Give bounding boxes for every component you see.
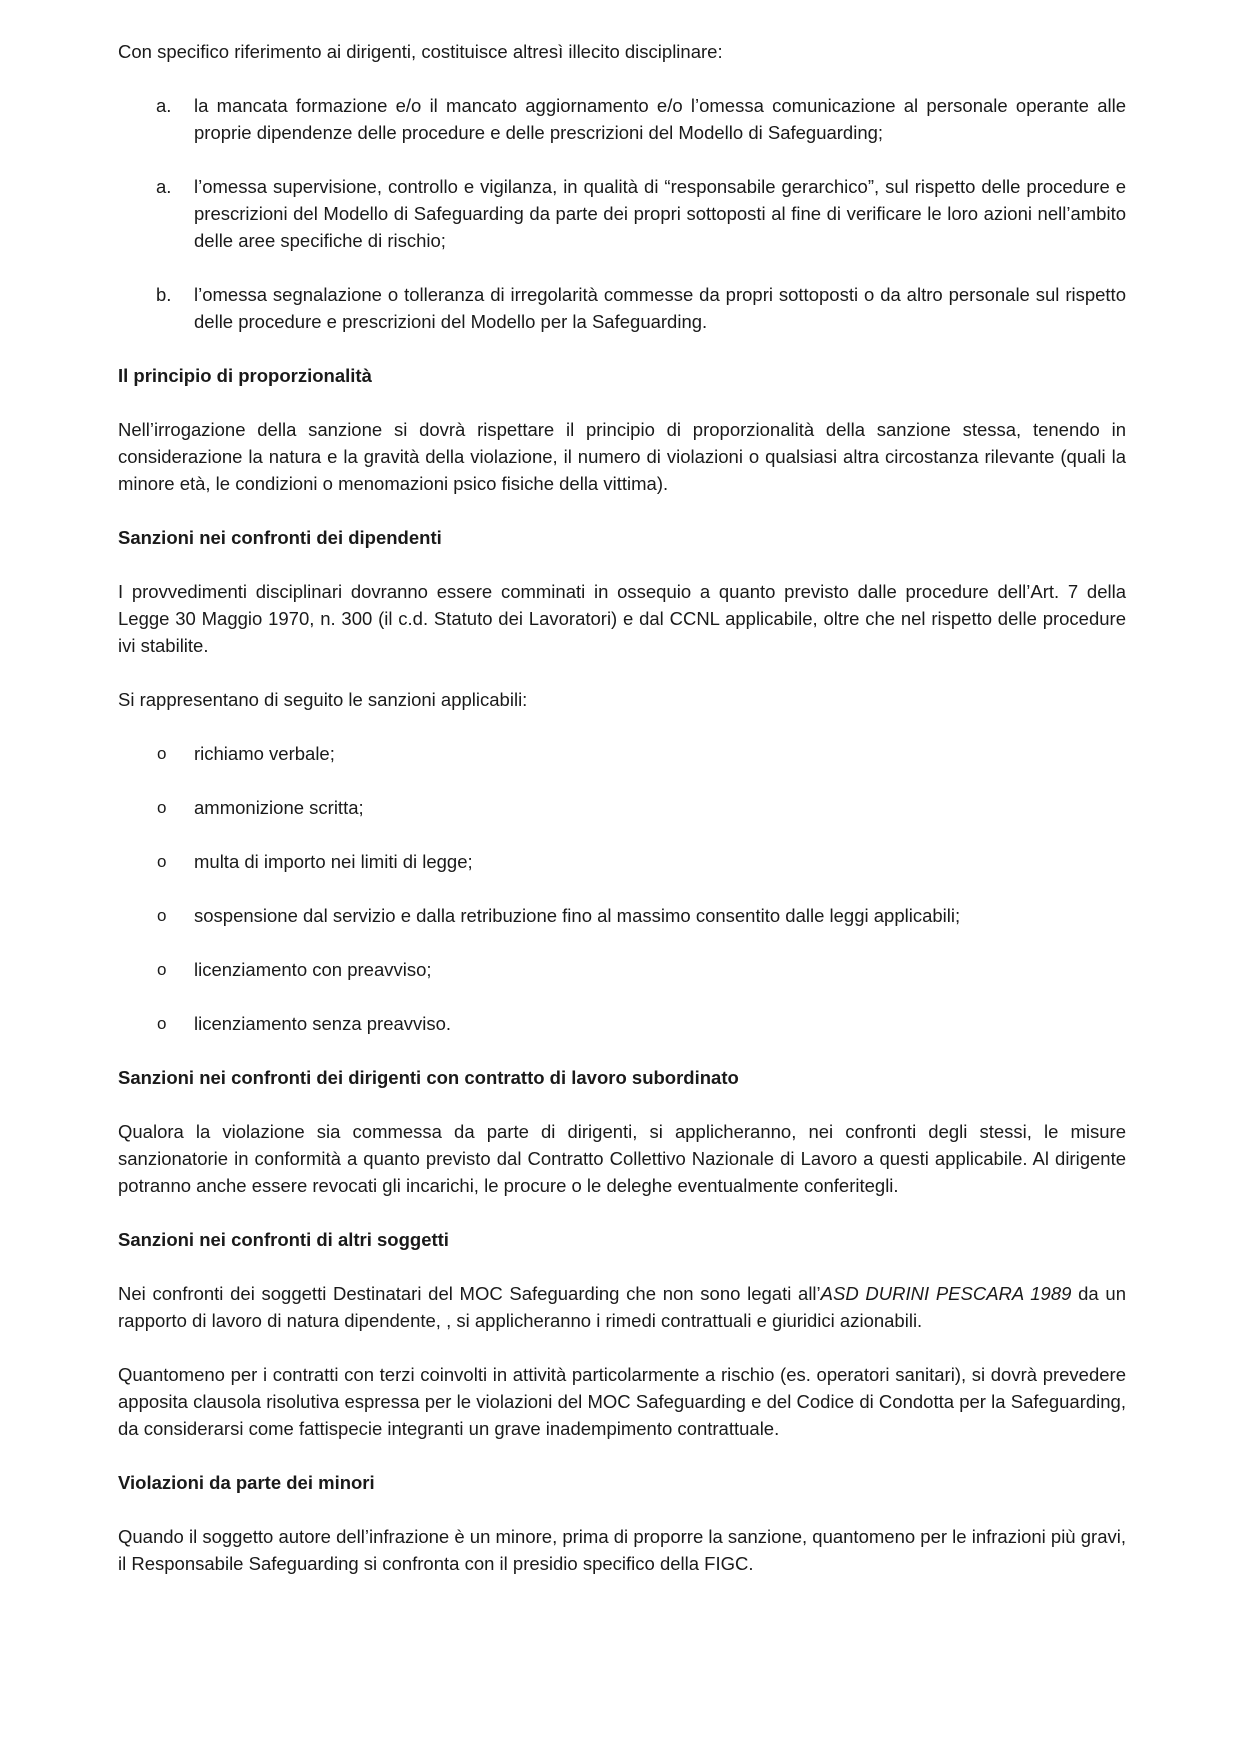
paragraph-minori: Quando il soggetto autore dell’infrazione è un minore, prima di proporre la sanzione, quantomeno per le infrazioni più gravi, il Responsabile Safeguarding si confronta con il presidio specifico della FIGC. [118,1526,1126,1574]
list-item [118,173,1126,254]
sanction-text: sospensione dal servizio e dalla retribuzione fino al massimo consentito dalle leggi applicabili; [194,905,961,926]
sanction-item [118,740,1126,767]
list-marker: a. [156,176,172,197]
paragraph-terzi: Quantomeno per i contratti con terzi coinvolti in attività particolarmente a rischio (es. operatori sanitari), si dovrà prevedere apposita clausola risolutiva espressa per le violazioni del MOC Safeguarding e del Codice di Condotta per la Safeguarding, da considerarsi come fattispecie integranti un grave inadempimento contrattuale. [118,1364,1126,1439]
sanction-text: richiamo verbale; [194,743,335,764]
list-item [118,281,1126,335]
paragraph-altri-pre: Nei confronti dei soggetti Destinatari del MOC Safeguarding che non sono legati all’ [118,1283,821,1304]
sanction-text: licenziamento con preavviso; [194,959,432,980]
paragraph-dipendenti: I provvedimenti disciplinari dovranno essere comminati in ossequio a quanto previsto dalle procedure dell’Art. 7 della Legge 30 Maggio 1970, n. 300 (il c.d. Statuto dei Lavoratori) e dal CCNL applicabile, oltre che nel rispetto delle procedure ivi stabilite. [118,581,1126,656]
sanction-text: licenziamento senza preavviso. [194,1013,452,1034]
paragraph-proporzionalita: Nell’irrogazione della sanzione si dovrà rispettare il principio di proporzionalità della sanzione stessa, tenendo in considerazione la natura e la gravità della violazione, il numero di violazioni o qualsiasi altra circostanza rilevante (quali la minore età, le condizioni o menomazioni psico fisiche della vittima). [118,419,1126,494]
bullet-marker: o [157,852,167,871]
section-heading-proporzionalita: Il principio di proporzionalità [118,365,372,386]
document-page [118,38,1126,1577]
sanction-item [118,794,1126,821]
list-item [118,92,1126,146]
bullet-marker: o [157,906,167,925]
organization-name: ASD DURINI PESCARA 1989 [820,1283,1072,1304]
sanction-text: multa di importo nei limiti di legge; [194,851,473,872]
sanction-text: ammonizione scritta; [194,797,364,818]
bullet-marker: o [157,798,167,817]
paragraph-sanzioni-intro: Si rappresentano di seguito le sanzioni applicabili: [118,689,528,710]
bullet-marker: o [157,744,167,763]
bullet-marker: o [157,1014,167,1033]
paragraph-dirigenti: Qualora la violazione sia commessa da parte di dirigenti, si applicheranno, nei confronti degli stessi, le misure sanzionatorie in conformità a quanto previsto dal Contratto Collettivo Nazionale di Lavoro a questi applicabile. Al dirigente potranno anche essere revocati gli incarichi, le procure o le deleghe eventualmente conferitegli. [118,1121,1126,1196]
sanction-item [118,956,1126,983]
sanction-item [118,848,1126,875]
paragraph-altri-post: da un rapporto di lavoro di natura dipendente, , si applicheranno i rimedi contrattuali e giuridici azionabili. [118,1283,1126,1331]
section-heading-altri-soggetti: Sanzioni nei confronti di altri soggetti [118,1229,449,1250]
list-item-text: l’omessa segnalazione o tolleranza di irregolarità commesse da propri sottoposti o da altro personale sul rispetto delle procedure e prescrizioni del Modello per la Safeguarding. [194,284,1126,332]
section-heading-minori: Violazioni da parte dei minori [118,1472,375,1493]
paragraph-altri-soggetti [118,1280,1126,1334]
list-marker: a. [156,95,172,116]
sanction-item [118,1010,1126,1037]
section-heading-dirigenti: Sanzioni nei confronti dei dirigenti con contratto di lavoro subordinato [118,1067,739,1088]
list-marker: b. [156,284,172,305]
list-item-text: la mancata formazione e/o il mancato aggiornamento e/o l’omessa comunicazione al personale operante alle proprie dipendenze delle procedure e delle prescrizioni del Modello di Safeguarding; [194,95,1126,143]
section-heading-dipendenti: Sanzioni nei confronti dei dipendenti [118,527,442,548]
list-item-text: l’omessa supervisione, controllo e vigilanza, in qualità di “responsabile gerarchico”, sul rispetto delle procedure e prescrizioni del Modello di Safeguarding da parte dei propri sottoposti al fine di verificare le loro azioni nell’ambito delle aree specifiche di rischio; [194,176,1126,251]
sanction-item [118,902,1126,929]
intro-paragraph: Con specifico riferimento ai dirigenti, costituisce altresì illecito disciplinare: [118,41,723,62]
bullet-marker: o [157,960,167,979]
